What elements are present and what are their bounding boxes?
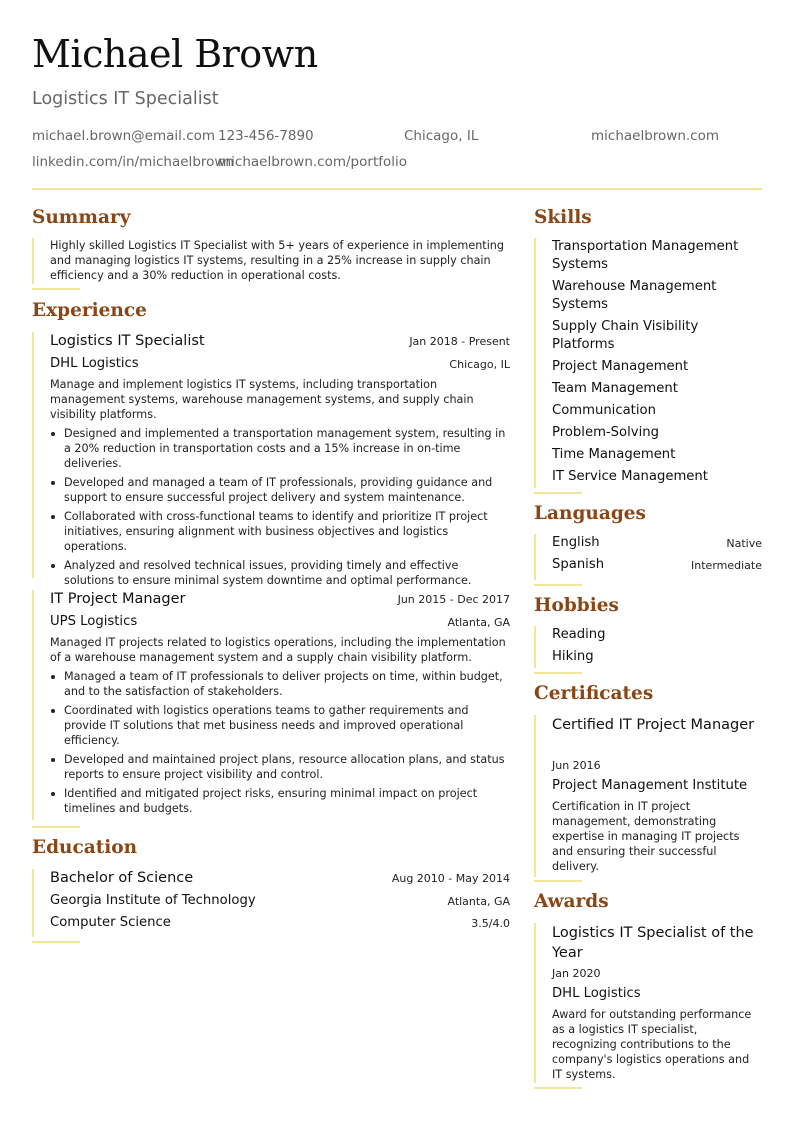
- portfolio-link[interactable]: michaelbrown.com/portfolio: [218, 154, 408, 170]
- language-row: [552, 535, 762, 550]
- job-2-company: UPS Logistics: [50, 614, 138, 629]
- candidate-name: Michael Brown: [32, 32, 318, 76]
- bullet-text: Collaborated with cross-functional teams to identify and prioritize IT project initiatives, ensuring alignment with business objectives and logistics operations.: [64, 510, 488, 553]
- job-2-location: Atlanta, GA: [447, 616, 510, 629]
- languages-divider: [534, 584, 582, 586]
- language-row: [552, 557, 762, 572]
- bullet-dot: [51, 481, 55, 485]
- language-level: Intermediate: [691, 559, 762, 572]
- bullet-text: Designed and implemented a transportation management system, resulting in a 20% reduction in transportation costs and a 15% increase in on-time deliveries.: [64, 427, 506, 470]
- job-2-bullet: [50, 786, 512, 816]
- job-2-bullet: [50, 703, 512, 748]
- certificate-title: Certified IT Project Manager: [552, 717, 755, 733]
- job-2-bullets: [50, 669, 512, 820]
- bullet-dot: [51, 758, 55, 762]
- job-1-dates: Jan 2018 - Present: [409, 335, 510, 348]
- award-date: Jan 2020: [552, 967, 601, 980]
- summary-accent-bar: [32, 238, 34, 284]
- languages-heading: Languages: [534, 503, 646, 524]
- summary-divider: [32, 288, 80, 290]
- bullet-text: Managed a team of IT professionals to deliver projects on time, within budget, and to the satisfaction of stakeholders.: [64, 670, 503, 698]
- job-1-company: DHL Logistics: [50, 356, 139, 371]
- awards-accent-bar: [534, 923, 536, 1083]
- job-1-bullet: [50, 558, 512, 588]
- bullet-dot: [51, 709, 55, 713]
- certificate-description: Certification in IT project management, demonstrating expertise in managing IT projects and ensuring their successful delivery.: [552, 800, 740, 873]
- skill-item: Team Management: [552, 381, 678, 396]
- school-name: Georgia Institute of Technology: [50, 893, 256, 908]
- skill-item: IT Service Management: [552, 469, 708, 484]
- award-title: Logistics IT Specialist of the Year: [552, 925, 754, 961]
- certificates-divider: [534, 880, 582, 882]
- skill-item: Warehouse Management Systems: [552, 279, 717, 312]
- school-location: Atlanta, GA: [447, 895, 510, 908]
- bullet-dot: [51, 675, 55, 679]
- education-heading: Education: [32, 837, 138, 858]
- experience-divider: [32, 826, 80, 828]
- job-1-bullet: [50, 475, 512, 505]
- skills-accent-bar: [534, 238, 536, 488]
- job-1-bullet: [50, 509, 512, 554]
- bullet-text: Analyzed and resolved technical issues, providing timely and effective solutions to ensure minimal system downtime and optimal performance.: [64, 559, 472, 587]
- field-of-study: Computer Science: [50, 915, 171, 930]
- skill-item: Time Management: [552, 447, 676, 462]
- hobbies-divider: [534, 672, 582, 674]
- certificates-accent-bar: [534, 715, 536, 877]
- bullet-text: Developed and maintained project plans, resource allocation plans, and status reports to ensure project visibility and control.: [64, 753, 505, 781]
- job-1-title: Logistics IT Specialist: [50, 333, 205, 349]
- job-2-description: Managed IT projects related to logistics operations, including the implementation of a warehouse management system and a supply chain visibility platform.: [50, 636, 506, 664]
- job-1-description: Manage and implement logistics IT systems, including transportation management systems, warehouse management systems, and supply chain visibility platforms.: [50, 378, 474, 421]
- website-link[interactable]: michaelbrown.com: [591, 128, 720, 144]
- bullet-dot: [51, 564, 55, 568]
- job-1-bullet: [50, 426, 512, 471]
- skill-item: Project Management: [552, 359, 689, 374]
- experience-heading: Experience: [32, 300, 147, 321]
- certificates-heading: Certificates: [534, 683, 654, 704]
- linkedin-link[interactable]: linkedin.com/in/michaelbrown: [32, 154, 234, 170]
- job-2-bullet: [50, 752, 512, 782]
- job-2-accent-bar: [32, 590, 34, 820]
- hobby-item: Hiking: [552, 649, 594, 664]
- summary-text: Highly skilled Logistics IT Specialist with 5+ years of experience in implementing and managing logistics IT systems, resulting in a 25% increase in supply chain efficiency and a 30% reduction in operational costs.: [50, 239, 504, 282]
- education-divider: [32, 941, 80, 943]
- award-issuer: DHL Logistics: [552, 986, 641, 1001]
- languages-accent-bar: [534, 534, 536, 580]
- job-1-bullets: [50, 426, 512, 592]
- language-name: English: [552, 535, 600, 550]
- summary-heading: Summary: [32, 207, 131, 228]
- skills-heading: Skills: [534, 207, 592, 228]
- certificate-date: Jun 2016: [552, 759, 601, 772]
- hobbies-accent-bar: [534, 626, 536, 668]
- hobbies-heading: Hobbies: [534, 595, 619, 616]
- language-name: Spanish: [552, 557, 605, 572]
- skill-item: Supply Chain Visibility Platforms: [552, 319, 699, 352]
- education-dates: Aug 2010 - May 2014: [391, 872, 510, 885]
- skill-item: Transportation Management Systems: [552, 239, 739, 272]
- job-1-accent-bar: [32, 332, 34, 578]
- awards-heading: Awards: [534, 891, 609, 912]
- job-1-location: Chicago, IL: [449, 358, 510, 371]
- job-2-title: IT Project Manager: [50, 591, 186, 607]
- email-link[interactable]: michael.brown@email.com: [32, 128, 216, 144]
- language-level: Native: [726, 537, 762, 550]
- location: Chicago, IL: [404, 128, 479, 144]
- job-2-bullet: [50, 669, 512, 699]
- degree: Bachelor of Science: [50, 870, 194, 886]
- skills-list: [552, 238, 762, 490]
- award-description: Award for outstanding performance as a logistics IT specialist, recognizing contributions to the company's logistics operations and IT systems.: [552, 1008, 752, 1081]
- header-divider: [32, 188, 762, 190]
- bullet-dot: [51, 515, 55, 519]
- hobby-item: Reading: [552, 627, 606, 642]
- skill-item: Communication: [552, 403, 656, 418]
- job-2-dates: Jun 2015 - Dec 2017: [397, 593, 510, 606]
- bullet-text: Developed and managed a team of IT professionals, providing guidance and support to ensure successful project delivery and system maintenance.: [64, 476, 493, 504]
- gpa: 3.5/4.0: [471, 917, 510, 930]
- education-accent-bar: [32, 869, 34, 937]
- bullet-dot: [51, 792, 55, 796]
- bullet-text: Identified and mitigated project risks, ensuring minimal impact on project timelines and budgets.: [64, 787, 478, 815]
- certificate-issuer: Project Management Institute: [552, 778, 748, 793]
- skills-divider: [534, 492, 582, 494]
- phone-number: 123-456-7890: [218, 128, 314, 144]
- bullet-dot: [51, 432, 55, 436]
- skill-item: Problem-Solving: [552, 425, 659, 440]
- awards-divider: [534, 1087, 582, 1089]
- candidate-title: Logistics IT Specialist: [32, 89, 219, 109]
- bullet-text: Coordinated with logistics operations teams to gather requirements and provide IT solutions that met business needs and improved operational efficiency.: [64, 704, 469, 747]
